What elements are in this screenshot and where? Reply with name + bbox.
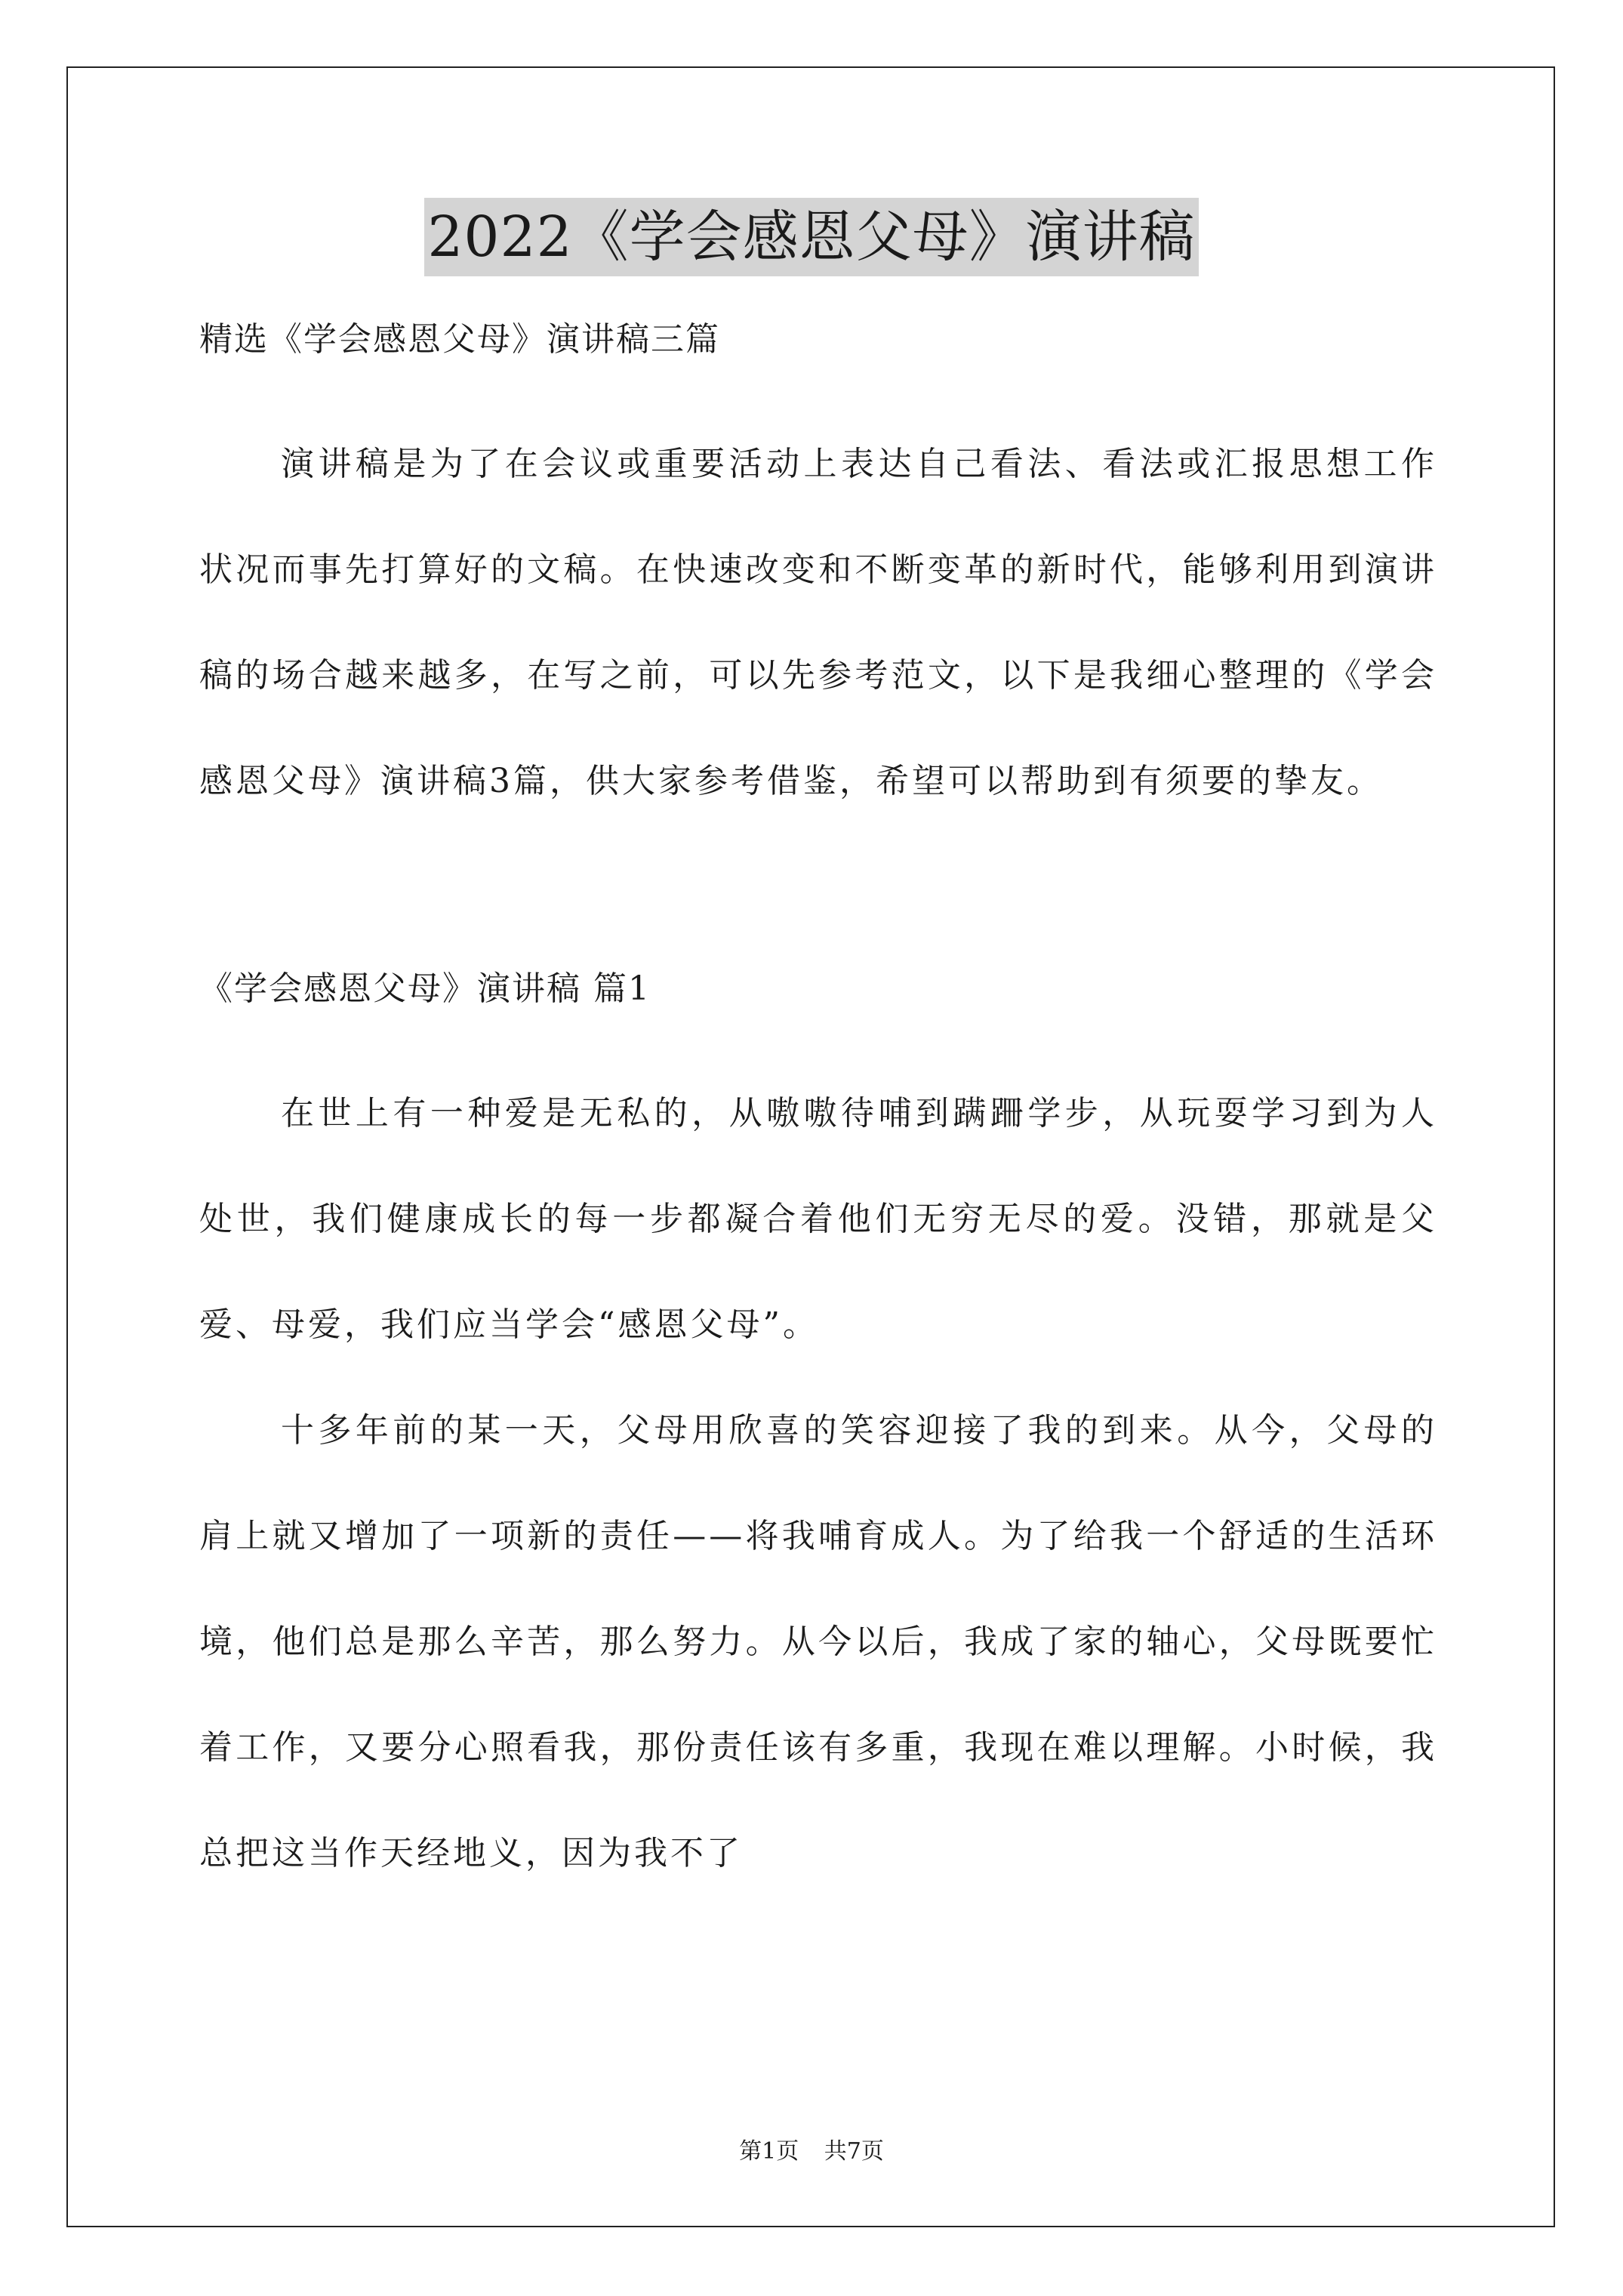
body-paragraph: 十多年前的某一天，父母用欣喜的笑容迎接了我的到来。从今，父母的肩上就又增加了一项新的责任——将我哺育成人。为了给我一个舒适的生活环境，他们总是那么辛苦，那么努力。从今以后，我成了家的轴心，父母既要忙着工作，又要分心照看我，那份责任该有多重，我现在难以理解。小时候，我总把这当作天经地义，因为我不了 xyxy=(199,1411,1437,1872)
page-total: 共7页 xyxy=(824,2138,884,2165)
spacer xyxy=(199,1015,1437,1061)
page-footer xyxy=(0,2137,1623,2167)
intro-paragraph: 演讲稿是为了在会议或重要活动上表达自己看法、看法或汇报思想工作状况而事先打算好的文稿。在快速改变和不断变革的新时代，能够利用到演讲稿的场合越来越多，在写之前，可以先参考范文，以下是我细心整理的《学会感恩父母》演讲稿3篇，供大家参考借鉴，希望可以帮助到有须要的挚友。 xyxy=(199,445,1437,800)
spacer xyxy=(199,834,1437,963)
document-body xyxy=(199,313,1437,1906)
body-paragraph: 在世上有一种爱是无私的，从嗷嗷待哺到蹒跚学步，从玩耍学习到为人处世，我们健康成长的每一步都凝合着他们无穷无尽的爱。没错，那就是父爱、母爱，我们应当学会“感恩父母”。 xyxy=(199,1094,1437,1344)
page-number: 第1页 xyxy=(739,2138,799,2165)
document-subtitle: 精选《学会感恩父母》演讲稿三篇 xyxy=(199,320,720,359)
document-title: 2022《学会感恩父母》演讲稿 xyxy=(424,198,1198,276)
section-heading: 《学会感恩父母》演讲稿 篇1 xyxy=(199,969,651,1008)
spacer xyxy=(199,366,1437,411)
title-container xyxy=(0,198,1623,276)
